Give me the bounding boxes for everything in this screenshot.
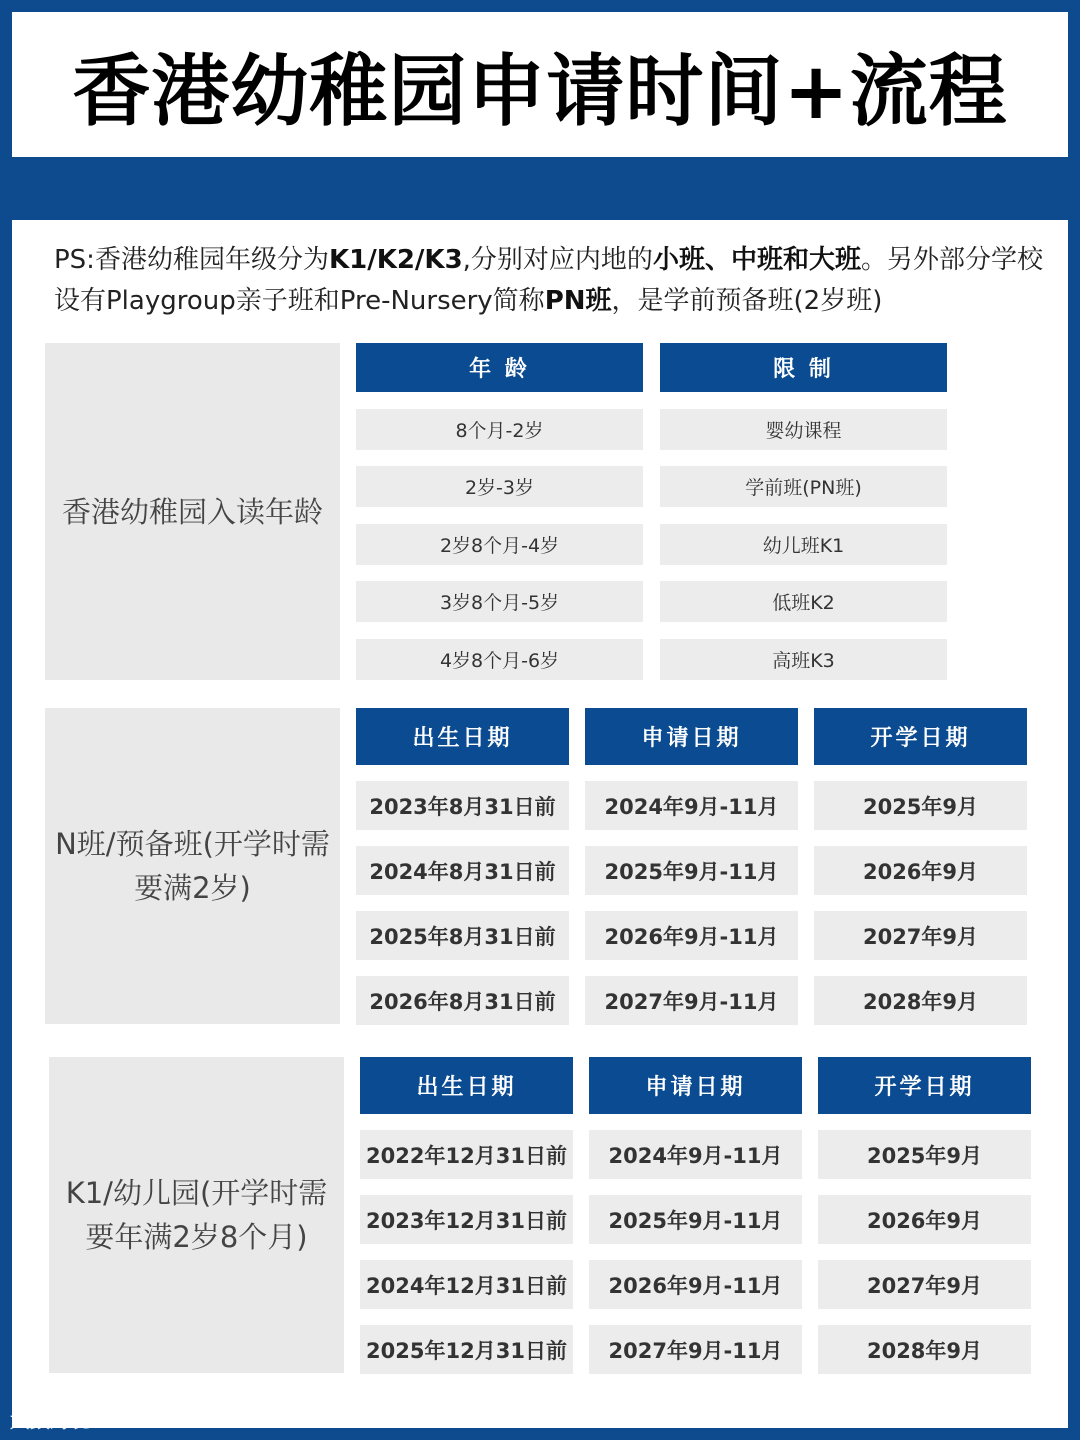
table2-cell: 2024年9月-11月 <box>585 781 798 830</box>
table2-header: 申请日期 <box>585 708 798 765</box>
table1-header: 年 龄 <box>356 343 643 392</box>
table1-cell: 高班K3 <box>660 639 947 680</box>
table3-label: K1/幼儿园(开学时需要年满2岁8个月) <box>49 1057 344 1373</box>
table3-cell: 2024年9月-11月 <box>589 1130 802 1179</box>
table3-cell: 2027年9月-11月 <box>589 1325 802 1374</box>
intro-bold: PN班 <box>544 286 612 316</box>
intro-seg: 。另外部分学校设有Playgroup亲子班和Pre-Nursery简称 <box>54 245 1043 316</box>
table1-header: 限 制 <box>660 343 947 392</box>
table3-cell: 2028年9月 <box>818 1325 1031 1374</box>
table1-cell: 4岁8个月-6岁 <box>356 639 643 680</box>
table2-cell: 2023年8月31日前 <box>356 781 569 830</box>
table2-cell: 2024年8月31日前 <box>356 846 569 895</box>
table1-cell: 幼儿班K1 <box>660 524 947 565</box>
table2-cell: 2027年9月 <box>814 911 1027 960</box>
table2-cell: 2025年8月31日前 <box>356 911 569 960</box>
table2-header: 出生日期 <box>356 708 569 765</box>
table1-cell: 2岁-3岁 <box>356 466 643 507</box>
intro-seg: PS:香港幼稚园年级分为 <box>54 245 329 275</box>
table2-cell: 2027年9月-11月 <box>585 976 798 1025</box>
table3-cell: 2022年12月31日前 <box>360 1130 573 1179</box>
table3-cell: 2027年9月 <box>818 1260 1031 1309</box>
watermark: 大数跨境 <box>10 1408 90 1432</box>
table3-cell: 2024年12月31日前 <box>360 1260 573 1309</box>
table3-cell: 2026年9月-11月 <box>589 1260 802 1309</box>
table3-header: 申请日期 <box>589 1057 802 1114</box>
intro-text <box>54 240 1044 322</box>
intro-bold: 小班、中班和大班 <box>652 245 861 275</box>
table3-cell: 2025年9月-11月 <box>589 1195 802 1244</box>
table2-header: 开学日期 <box>814 708 1027 765</box>
page-title: 香港幼稚园申请时间+流程 <box>12 12 1068 157</box>
table3-header: 开学日期 <box>818 1057 1031 1114</box>
intro-seg: ,分别对应内地的 <box>462 245 653 275</box>
table2-cell: 2028年9月 <box>814 976 1027 1025</box>
table2-cell: 2026年9月-11月 <box>585 911 798 960</box>
intro-bold: K1/K2/K3 <box>328 245 463 275</box>
table2-label: N班/预备班(开学时需要满2岁) <box>45 708 340 1024</box>
table1-label: 香港幼稚园入读年龄 <box>45 343 340 680</box>
table3-cell: 2023年12月31日前 <box>360 1195 573 1244</box>
table3-cell: 2026年9月 <box>818 1195 1031 1244</box>
intro-seg: ，是学前预备班(2岁班) <box>611 286 883 316</box>
table3-cell: 2025年12月31日前 <box>360 1325 573 1374</box>
table2-cell: 2025年9月-11月 <box>585 846 798 895</box>
table1-cell: 婴幼课程 <box>660 409 947 450</box>
table2-cell: 2025年9月 <box>814 781 1027 830</box>
table3-cell: 2025年9月 <box>818 1130 1031 1179</box>
table3-header: 出生日期 <box>360 1057 573 1114</box>
table1-cell: 2岁8个月-4岁 <box>356 524 643 565</box>
table2-cell: 2026年8月31日前 <box>356 976 569 1025</box>
table2-cell: 2026年9月 <box>814 846 1027 895</box>
table1-cell: 8个月-2岁 <box>356 409 643 450</box>
table1-cell: 学前班(PN班) <box>660 466 947 507</box>
table1-cell: 低班K2 <box>660 581 947 622</box>
table1-cell: 3岁8个月-5岁 <box>356 581 643 622</box>
